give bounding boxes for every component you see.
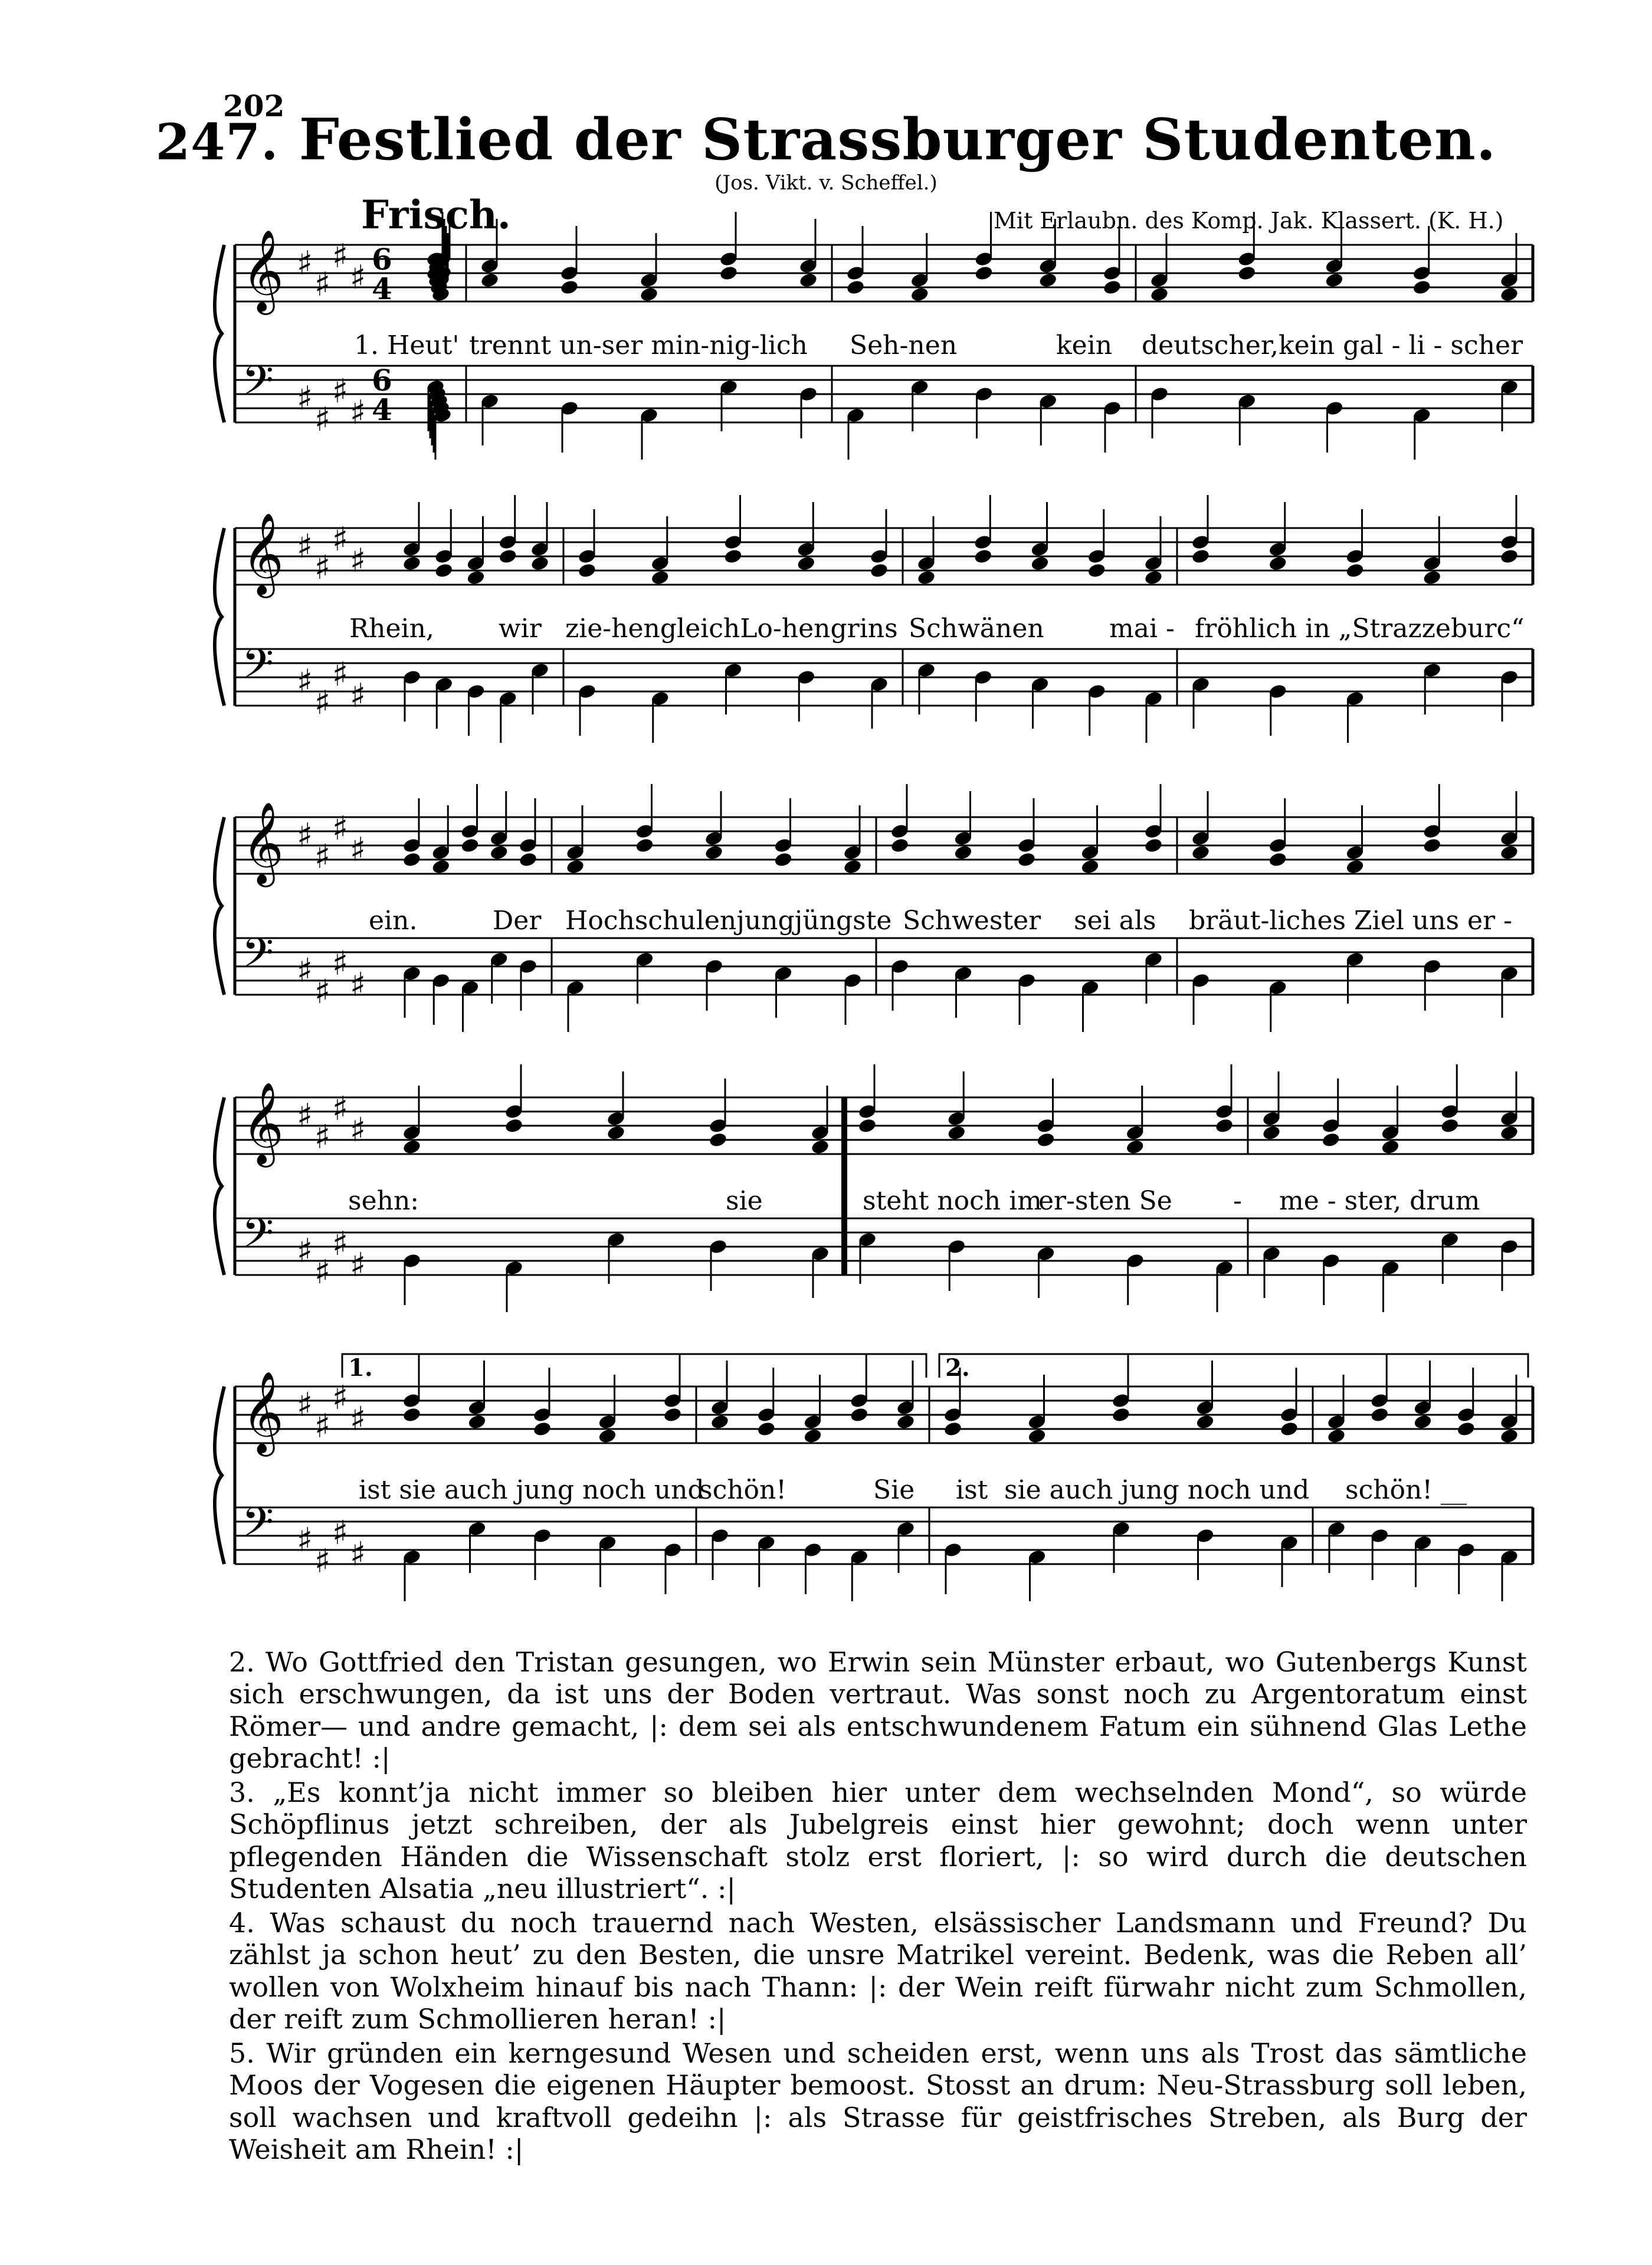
lyric-s3-c: Hochschulenjungjüngste (565, 906, 892, 936)
note-head (773, 851, 793, 868)
note-head (1017, 851, 1036, 868)
lyric-s4-c: steht noch im (863, 1186, 1042, 1216)
treble-clef: 𝄞 (242, 513, 284, 595)
sharp-sign: ♯ (350, 1535, 366, 1574)
sharp-sign: ♯ (332, 809, 349, 848)
sharp-sign: ♯ (314, 1542, 331, 1581)
note-head (1111, 1407, 1130, 1423)
note-head (1080, 858, 1100, 875)
note-head (1422, 837, 1442, 854)
note-head (708, 1132, 727, 1148)
lyric-s4-e: - (1233, 1186, 1242, 1216)
note-head (947, 1125, 966, 1141)
system-brace (215, 1386, 224, 1564)
sharp-sign: ♯ (350, 394, 366, 432)
note-head (1268, 555, 1287, 572)
note-head (530, 555, 549, 572)
sharp-sign: ♯ (297, 1232, 313, 1270)
time-signature-bottom: 4 (372, 392, 392, 427)
note-head (1325, 272, 1344, 289)
note-head (1422, 569, 1442, 586)
note-head (650, 569, 670, 586)
sharp-sign: ♯ (297, 663, 313, 701)
volta-2-bracket (939, 1354, 1528, 1378)
sharp-sign: ♯ (297, 1521, 313, 1559)
note-head (796, 555, 816, 572)
lyric-s3-f: bräut-liches Ziel uns er - (1189, 906, 1512, 936)
note-head (598, 1428, 617, 1444)
lyric-s5-e: sie auch jung noch und (1004, 1475, 1310, 1505)
note-head (710, 1414, 729, 1430)
volta-1-label: 1. (348, 1354, 373, 1382)
note-head (843, 858, 862, 875)
note-head (1499, 286, 1519, 303)
volta-1-bracket (342, 1354, 926, 1378)
lyric-s4-d: er-sten Se (1038, 1186, 1172, 1216)
system-brace (215, 528, 224, 706)
sharp-sign: ♯ (332, 237, 349, 276)
sharp-sign: ♯ (297, 952, 313, 990)
note-head (663, 1407, 682, 1423)
system-brace (215, 245, 224, 422)
note-head (1261, 1125, 1281, 1141)
note-head (723, 548, 743, 565)
sharp-sign: ♯ (350, 677, 366, 715)
lyric-s4-a: sehn: (348, 1186, 419, 1216)
note-head (1027, 1428, 1047, 1444)
verse-4: 4. Was schaust du noch trauernd nach Westen, elsässischer Landsmann und Freund? Du zählst ja schon heut’ zu den Besten, die unsre Matrikel vereint. Bedenk, was die Reben all’ wollen von Wolxheim hinauf bis nach Thann: |: der Wein reift fürwahr nicht zum Schmollen, der reift zum Schmollieren heran! :| (229, 1907, 1527, 2035)
lyric-s4-f: me - ster, drum (1279, 1186, 1480, 1216)
note-head (467, 1414, 487, 1430)
note-head (1195, 1414, 1215, 1430)
time-signature-top: 6 (372, 363, 392, 398)
note-head (559, 279, 579, 296)
note-head (1381, 1139, 1400, 1155)
sharp-sign: ♯ (314, 1253, 331, 1292)
note-head (719, 265, 738, 281)
note-head (577, 562, 596, 579)
note-head (850, 1407, 869, 1423)
sharp-sign: ♯ (350, 966, 366, 1004)
note-head (1102, 279, 1122, 296)
song-title-text: Festlied der Strassburger Studenten. (299, 106, 1497, 173)
note-head (639, 286, 658, 303)
repeat-bar (841, 1097, 847, 1275)
lyric-s3-d: Schwester (903, 906, 1041, 936)
sharp-sign: ♯ (314, 549, 331, 587)
note-head (466, 569, 486, 586)
note-head (704, 844, 723, 861)
sharp-sign: ♯ (350, 1246, 366, 1284)
lyric-s2-c: zie-hengleichLo-hengrins (565, 614, 898, 644)
treble-clef: 𝄞 (242, 1371, 284, 1453)
sharp-sign: ♯ (297, 527, 313, 566)
note-head (803, 1428, 822, 1444)
note-head (460, 837, 480, 854)
verse-5: 5. Wir gründen ein kerngesund Wesen und scheiden erst, wenn uns als Trost das sämtliche Moos der Vogesen die eigenen Häupter bemoost. Stosst an drum: Neu-Strassburg soll leben, soll wachsen und kraftvoll gedeihn |: als Strasse für geistfrisches Streben, als Burg der Weisheit am Rhein! :| (229, 2037, 1527, 2165)
system-brace (215, 817, 224, 995)
note-head (1191, 548, 1210, 565)
note-head (1345, 562, 1365, 579)
note-head (606, 1125, 625, 1141)
sharp-sign: ♯ (314, 1407, 331, 1445)
sharp-sign: ♯ (332, 655, 349, 694)
page-number: 202 (223, 88, 285, 123)
note-head (910, 286, 929, 303)
verse-2: 2. Wo Gottfried den Tristan gesungen, wo Erwin sein Münster erbaut, wo Gutenbergs Kunst sich erschwungen, da ist uns der Boden vertraut. Was sonst noch zu Argentoratum einst Römer— und andre gemacht, |: dem sei als entschwundenem Fatum ein sühnend Glas Lethe gebracht! :| (229, 1646, 1527, 1774)
time-signature-top: 6 (372, 242, 392, 277)
treble-clef: 𝄞 (242, 1082, 284, 1164)
note-head (974, 548, 993, 565)
note-head (480, 272, 499, 289)
lyric-s2-b: wir (499, 614, 542, 644)
verse-3: 3. „Es konnt’ja nicht immer so bleiben hier unter dem wechselnden Mond“, so würde Schöpflinus jetzt schreiben, der als Jubelgreis einst hier gewohnt; doch wenn unter pflegenden Händen die Wissenschaft stolz erst floriert, |: so wird durch die deutschen Studenten Alsatia „neu illustriert“. :| (229, 1776, 1527, 1905)
lyric-s5-d: ist (956, 1475, 988, 1505)
volta-2-label: 2. (945, 1354, 970, 1382)
note-head (1370, 1407, 1389, 1423)
note-head (845, 279, 865, 296)
note-head (1499, 548, 1519, 565)
note-head (1413, 1414, 1433, 1430)
lyric-s5-b: schön! (699, 1475, 787, 1505)
poet-credit: (Jos. Vikt. v. Scheffel.) (714, 171, 938, 195)
bass-clef: 𝄢 (242, 1209, 274, 1267)
bass-clef: 𝄢 (242, 929, 274, 986)
sharp-sign: ♯ (332, 1514, 349, 1552)
sharp-sign: ♯ (332, 945, 349, 983)
note-head (974, 265, 994, 281)
note-head (810, 1139, 830, 1155)
treble-clef: 𝄞 (242, 230, 284, 312)
sharp-sign: ♯ (350, 542, 366, 580)
note-head (518, 851, 537, 868)
lyric-s5-a: ist sie auch jung noch und (359, 1475, 704, 1505)
sharp-sign: ♯ (332, 520, 349, 559)
lyric-s1-a: 1. Heut' (354, 330, 460, 360)
lyric-s3-e: sei als (1074, 906, 1156, 936)
sharp-sign: ♯ (314, 684, 331, 722)
lyric-s1-b: trennt un-ser min-nig-lich (469, 330, 808, 360)
note-head (565, 858, 585, 875)
sharp-sign: ♯ (350, 258, 366, 297)
note-head (1237, 265, 1257, 281)
sharp-sign: ♯ (314, 973, 331, 1011)
note-head (402, 1407, 421, 1423)
note-head (896, 1414, 915, 1430)
sharp-sign: ♯ (297, 1097, 313, 1135)
sharp-sign: ♯ (314, 1118, 331, 1156)
sharp-sign: ♯ (350, 1111, 366, 1149)
sharp-sign: ♯ (297, 379, 313, 418)
sharp-sign: ♯ (332, 1090, 349, 1128)
sharp-sign: ♯ (332, 1379, 349, 1417)
lyric-s2-f: fröhlich in „Strazzeburc“ (1195, 614, 1525, 644)
note-head (756, 1421, 776, 1437)
note-head (1412, 279, 1431, 296)
note-head (1499, 844, 1519, 861)
sharp-sign: ♯ (297, 817, 313, 855)
time-signature-bottom: 4 (372, 271, 392, 306)
note-head (943, 1421, 962, 1437)
lyric-s5-f: schön! __ (1345, 1475, 1467, 1505)
note-head (1279, 1421, 1299, 1437)
note-head (1499, 1125, 1519, 1141)
note-head (431, 858, 451, 875)
note-head (953, 844, 973, 861)
note-head (635, 837, 654, 854)
tempo-marking: Frisch. (361, 192, 511, 238)
sharp-sign: ♯ (314, 265, 331, 304)
note-head (1149, 286, 1169, 303)
note-head (504, 1117, 523, 1134)
sharp-sign: ♯ (297, 1386, 313, 1424)
note-head (1038, 272, 1058, 289)
note-head (498, 548, 517, 565)
lyric-s1-c: Seh-nen (850, 330, 958, 360)
note-head (869, 562, 889, 579)
lyric-s1-e: deutscher,kein gal - li - scher (1142, 330, 1523, 360)
lyric-s5-c: Sie (873, 1475, 915, 1505)
sharp-sign: ♯ (332, 372, 349, 411)
song-number: 247. (155, 113, 279, 171)
note-head (1440, 1117, 1460, 1134)
sharp-sign: ♯ (332, 1225, 349, 1263)
sharp-sign: ♯ (350, 831, 366, 869)
bass-clef: 𝄢 (242, 356, 274, 414)
note-head (1143, 569, 1163, 586)
note-head (1036, 1132, 1056, 1148)
note-head (402, 555, 421, 572)
note-head (402, 851, 421, 868)
sharp-sign: ♯ (314, 401, 331, 439)
treble-clef: 𝄞 (242, 802, 284, 884)
note-head (1456, 1421, 1476, 1437)
note-head (1326, 1428, 1346, 1444)
note-head (1499, 1428, 1519, 1444)
composer-credit: Mit Erlaubn. des Komp. Jak. Klassert. (K. H.) (994, 208, 1504, 234)
sharp-sign: ♯ (350, 1400, 366, 1438)
lyric-s2-d: Schwänen (909, 614, 1044, 644)
additional-verses (229, 1646, 1527, 2168)
lyric-s1-d: kein (1056, 330, 1113, 360)
note-head (489, 844, 509, 861)
note-head (532, 1421, 552, 1437)
bass-clef: 𝄢 (242, 1498, 274, 1556)
system-brace (215, 1097, 224, 1275)
lyric-s2-e: mai - (1109, 614, 1175, 644)
note-head (1268, 851, 1287, 868)
note-head (890, 837, 909, 854)
note-head (1125, 1139, 1145, 1155)
sharp-sign: ♯ (314, 838, 331, 876)
note-head (434, 562, 454, 579)
lyric-s2-a: Rhein, (349, 614, 434, 644)
sharp-sign: ♯ (297, 244, 313, 283)
lyric-s3-a: ein. (369, 906, 418, 936)
lyric-s4-b: sie (726, 1186, 763, 1216)
note-head (402, 1139, 421, 1155)
note-head (1030, 555, 1050, 572)
lyric-s3-b: Der (493, 906, 542, 936)
note-head (1345, 858, 1365, 875)
note-head (1321, 1132, 1340, 1148)
note-head (1191, 844, 1210, 861)
note-head (1087, 562, 1106, 579)
bass-clef: 𝄢 (242, 640, 274, 697)
note-head (857, 1117, 877, 1134)
note-head (1143, 837, 1163, 854)
note-head (916, 569, 936, 586)
note-head (1214, 1117, 1234, 1134)
note-head (798, 272, 818, 289)
